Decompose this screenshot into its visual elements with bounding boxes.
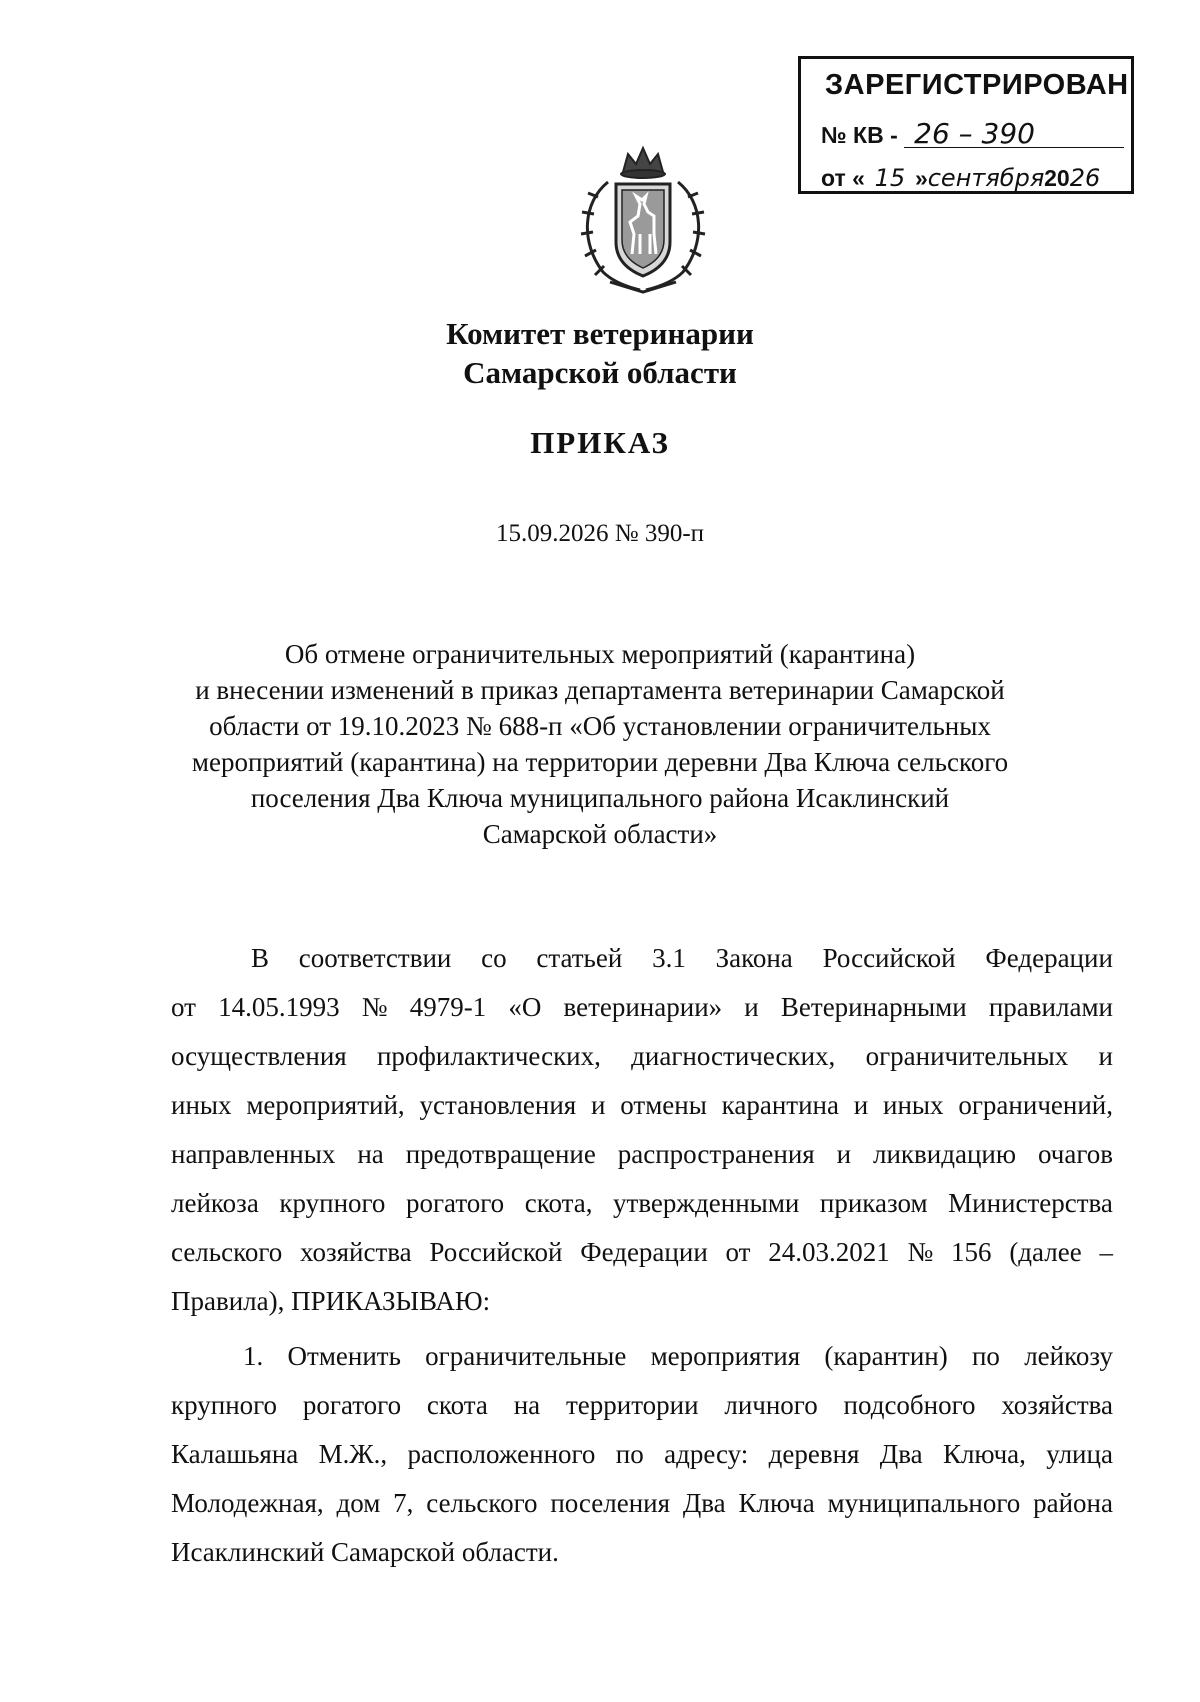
word: адресу:: [664, 1439, 749, 1469]
stamp-month-sep: »: [914, 165, 928, 191]
word: Федерации: [985, 943, 1113, 973]
word: предотвращение: [405, 1139, 596, 1169]
word: Закона: [715, 943, 793, 973]
word: приказом: [819, 1188, 928, 1218]
word: расположенного: [407, 1439, 596, 1469]
registration-stamp: [798, 56, 1134, 194]
word: и: [1098, 1041, 1113, 1071]
preamble-line: [171, 943, 1113, 974]
preamble-line: [171, 1237, 1113, 1268]
word: и: [836, 1139, 852, 1169]
subject-line: области от 19.10.2023 № 688-п «Об установлении ограничительных: [209, 711, 991, 741]
item1-line: [171, 1390, 1113, 1421]
stamp-number-prefix: № КВ -: [821, 122, 898, 148]
word: ограничительные: [425, 1341, 627, 1371]
word: ограничительных: [865, 1041, 1069, 1071]
word: муниципального: [827, 1488, 1021, 1518]
organization-name-line2: Самарской области: [463, 355, 737, 390]
word: –: [1099, 1237, 1113, 1267]
stamp-year-handwritten: 26: [1069, 164, 1101, 192]
item1-line-last: Исаклинский Самарской области.: [171, 1537, 559, 1567]
preamble-line-last: Правила), ПРИКАЗЫВАЮ:: [171, 1286, 491, 1316]
word: Ключа: [738, 1488, 815, 1518]
word: лейкоза: [171, 1188, 259, 1218]
word: установления: [419, 1090, 577, 1120]
word: (далее: [1009, 1237, 1082, 1267]
word: иных: [883, 1090, 944, 1120]
word: Ветеринарными: [780, 992, 967, 1022]
word: сельского: [426, 1488, 538, 1518]
item1-line: [171, 1488, 1113, 1519]
word: Федерации: [580, 1237, 708, 1267]
word: №: [907, 1237, 934, 1267]
stamp-title: ЗАРЕГИСТРИРОВАН: [825, 69, 1129, 101]
word: осуществления: [171, 1041, 347, 1071]
preamble-line: [171, 1090, 1113, 1121]
subject-line: и внесении изменений в приказ департамента ветеринарии Самарской: [195, 675, 1005, 705]
word: улица: [1046, 1439, 1113, 1469]
word: Министерства: [948, 1188, 1113, 1218]
word: Российской: [822, 943, 956, 973]
document-subject: [180, 636, 1020, 852]
preamble-line: [171, 1188, 1113, 1219]
word: иных: [171, 1090, 232, 1120]
word: крупного: [279, 1188, 386, 1218]
word: скота,: [524, 1188, 593, 1218]
subject-line: поселения Два Ключа муниципального района Исаклинский: [250, 783, 950, 813]
word: Два: [879, 1439, 923, 1469]
word: «О: [508, 992, 542, 1022]
word: 4979-1: [409, 992, 487, 1022]
subject-line: мероприятий (карантина) на территории деревни Два Ключа сельского: [191, 747, 1009, 777]
word: 156: [951, 1237, 992, 1267]
word: района: [1033, 1488, 1113, 1518]
word: деревня: [768, 1439, 860, 1469]
word: и: [853, 1090, 869, 1120]
organization-name-line1: Комитет ветеринарии: [446, 316, 754, 351]
word: и: [591, 1090, 606, 1120]
item1-line: [171, 1341, 1113, 1372]
word: карантина: [721, 1090, 839, 1120]
word: 3.1: [652, 943, 686, 973]
stamp-number-line: [821, 117, 1124, 150]
word: 7,: [393, 1488, 414, 1518]
word: М.Ж.,: [318, 1439, 388, 1469]
word: со: [481, 943, 507, 973]
word: от: [725, 1237, 751, 1267]
word: на: [513, 1390, 541, 1420]
subject-line: Об отмене ограничительных мероприятий (карантина): [284, 639, 916, 669]
word: Молодежная,: [171, 1488, 324, 1518]
word: ветеринарии»: [563, 992, 723, 1022]
word: мероприятий,: [246, 1090, 405, 1120]
word: 1.: [243, 1341, 264, 1371]
word: (карантин): [824, 1341, 948, 1371]
word: направленных: [171, 1139, 336, 1169]
word: скота: [426, 1390, 488, 1420]
preamble-line: [171, 992, 1113, 1023]
word: статьей: [536, 943, 623, 973]
word: территории: [565, 1390, 699, 1420]
word: Ключа,: [942, 1439, 1026, 1469]
coat-of-arms-emblem: [568, 142, 718, 297]
word: рогатого: [302, 1390, 402, 1420]
word: поселения: [550, 1488, 671, 1518]
word: диагностических,: [631, 1041, 836, 1071]
word: хозяйства: [299, 1237, 412, 1267]
word: соответствии: [298, 943, 452, 973]
stamp-date-line: [821, 165, 1100, 192]
preamble-line: [171, 1139, 1113, 1170]
word: рогатого: [405, 1188, 505, 1218]
item1-line: [171, 1439, 1113, 1470]
word: мероприятия: [650, 1341, 801, 1371]
stamp-year-prefix: 20: [1044, 165, 1070, 191]
word: на: [357, 1139, 384, 1169]
subject-line: Самарской области»: [482, 819, 718, 849]
word: по: [615, 1439, 644, 1469]
word: Калашьяна: [171, 1439, 299, 1469]
word: сельского: [171, 1237, 283, 1267]
preamble-line: [171, 1041, 1113, 1072]
word: №: [361, 992, 388, 1022]
stamp-day-handwritten: 15: [865, 165, 915, 192]
word: отмены: [620, 1090, 707, 1120]
word: В: [251, 943, 270, 973]
word: утвержденными: [613, 1188, 800, 1218]
stamp-date-prefix: от «: [821, 165, 865, 191]
word: подсобного: [843, 1390, 976, 1420]
word: Два: [682, 1488, 726, 1518]
word: и: [744, 992, 759, 1022]
word: 24.03.2021: [768, 1237, 890, 1267]
word: распространения: [617, 1139, 815, 1169]
word: крупного: [171, 1390, 278, 1420]
word: от: [171, 992, 196, 1022]
document-type-title: ПРИКАЗ: [530, 425, 670, 460]
word: очагов: [1037, 1139, 1113, 1169]
word: Отменить: [287, 1341, 401, 1371]
word: личного: [724, 1390, 818, 1420]
word: ликвидацию: [873, 1139, 1017, 1169]
word: профилактических,: [376, 1041, 601, 1071]
stamp-month-handwritten: сентября: [927, 164, 1045, 192]
word: ограничений,: [958, 1090, 1113, 1120]
word: 14.05.1993: [218, 992, 340, 1022]
word: Российской: [429, 1237, 563, 1267]
word: хозяйства: [1001, 1390, 1113, 1420]
word: по: [971, 1341, 1000, 1371]
word: лейкозу: [1024, 1341, 1113, 1371]
word: дом: [336, 1488, 381, 1518]
stamp-number-handwritten: 26 – 390: [904, 121, 1124, 148]
word: правилами: [988, 992, 1113, 1022]
document-date-number: 15.09.2026 № 390-п: [495, 520, 705, 547]
